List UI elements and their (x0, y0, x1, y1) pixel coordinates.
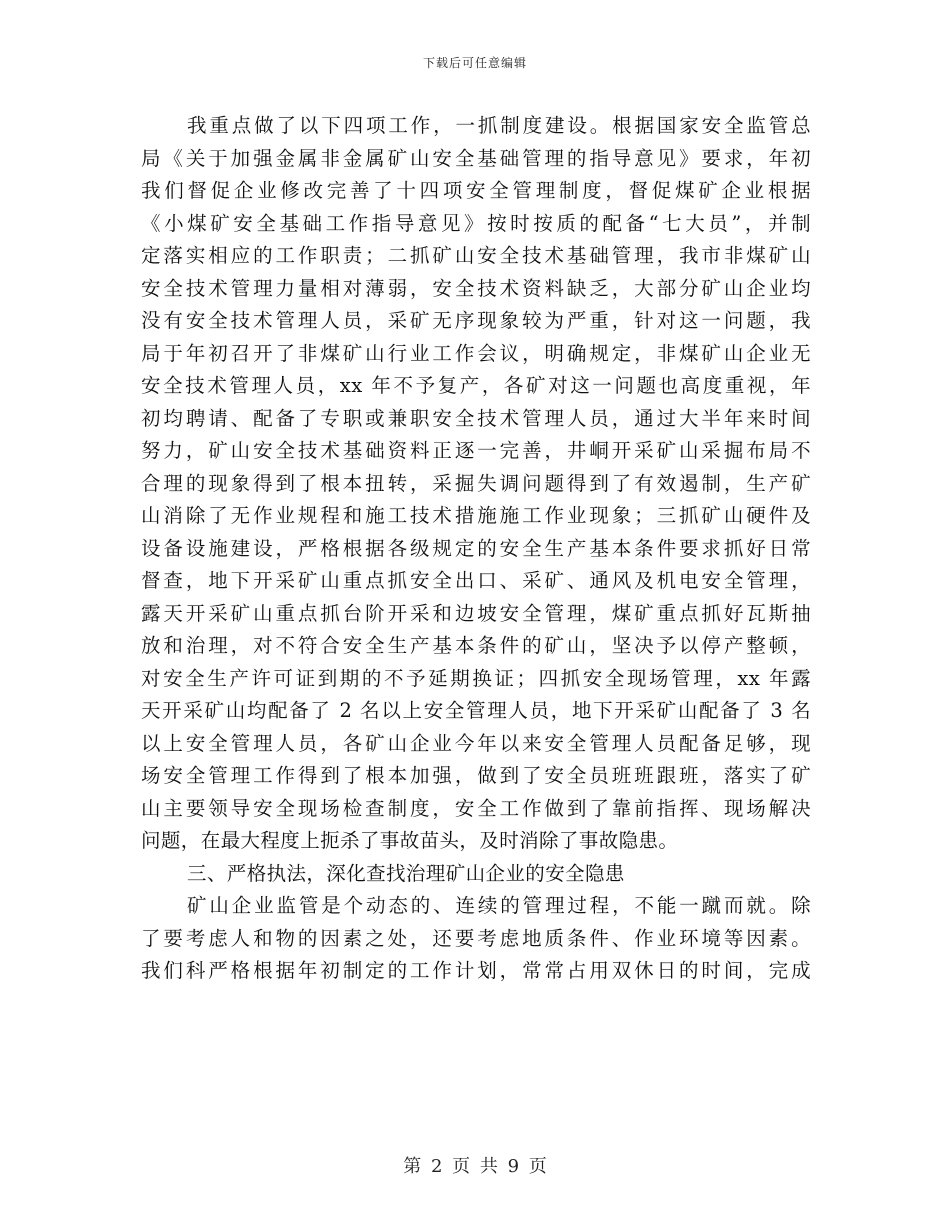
text-line: 局《关于加强金属非金属矿山安全基础管理的指导意见》要求，年初 (141, 146, 811, 170)
body-text (141, 110, 811, 988)
text-line: 问题，在最大程度上扼杀了事故苗头，及时消除了事故隐患。 (141, 829, 679, 852)
text-line: 局于年初召开了非煤矿山行业工作会议，明确规定，非煤矿山企业无 (141, 341, 811, 365)
text-line: 安全技术管理力量相对薄弱，安全技术资料缺乏，大部分矿山企业均 (141, 276, 811, 300)
page-footer: 第 2 页 共 9 页 (403, 1156, 547, 1177)
text-line: 放和治理，对不符合安全生产基本条件的矿山，坚决予以停产整顿， (141, 634, 811, 657)
text-line: 《小煤矿安全基础工作指导意见》按时按质的配备“七大员”，并制 (141, 211, 811, 235)
text-line: 合理的现象得到了根本扭转，采掘失调问题得到了有效遏制，生产矿 (141, 471, 811, 495)
page-header: 下载后可任意编辑 (422, 56, 527, 70)
section-heading: 三、严格执法，深化查找治理矿山企业的安全隐患 (187, 861, 625, 885)
text-line: 露天开采矿山重点抓台阶开采和边坡安全管理，煤矿重点抓好瓦斯抽 (141, 601, 811, 625)
text-line: 初均聘请、配备了专职或兼职安全技术管理人员，通过大半年来时间 (141, 406, 811, 430)
text-line: 安全技术管理人员，xx 年不予复产，各矿对这一问题也高度重视，年 (141, 374, 811, 397)
text-line: 了要考虑人和物的因素之处，还要考虑地质条件、作业环境等因素。 (141, 926, 811, 950)
text-line: 天开采矿山均配备了 2 名以上安全管理人员，地下开采矿山配备了 3 名 (141, 699, 811, 722)
text-line: 我重点做了以下四项工作，一抓制度建设。根据国家安全监管总 (187, 114, 811, 137)
text-line: 对安全生产许可证到期的不予延期换证；四抓安全现场管理，xx 年露 (141, 666, 811, 690)
text-line: 努力，矿山安全技术基础资料正逐一完善，井峒开采矿山采掘布局不 (141, 439, 811, 462)
text-line: 山消除了无作业规程和施工技术措施施工作业现象；三抓矿山硬件及 (141, 504, 811, 527)
text-line: 定落实相应的工作职责；二抓矿山安全技术基础管理，我市非煤矿山 (141, 244, 811, 267)
text-line: 矿山企业监管是个动态的、连续的管理过程，不能一蹴而就。除 (187, 894, 811, 917)
text-line: 没有安全技术管理人员，采矿无序现象较为严重，针对这一问题，我 (141, 309, 811, 332)
text-line: 设备设施建设，严格根据各级规定的安全生产基本条件要求抓好日常 (141, 536, 811, 560)
text-line: 我们督促企业修改完善了十四项安全管理制度，督促煤矿企业根据 (141, 179, 811, 202)
text-line: 以上安全管理人员，各矿山企业今年以来安全管理人员配备足够，现 (141, 731, 811, 755)
text-line: 山主要领导安全现场检查制度，安全工作做到了靠前指挥、现场解决 (141, 796, 811, 820)
text-line: 场安全管理工作得到了根本加强，做到了安全员班班跟班，落实了矿 (141, 764, 811, 787)
text-line: 我们科严格根据年初制定的工作计划，常常占用双休日的时间，完成 (141, 959, 811, 982)
text-line: 督查，地下开采矿山重点抓安全出口、采矿、通风及机电安全管理， (141, 569, 811, 592)
